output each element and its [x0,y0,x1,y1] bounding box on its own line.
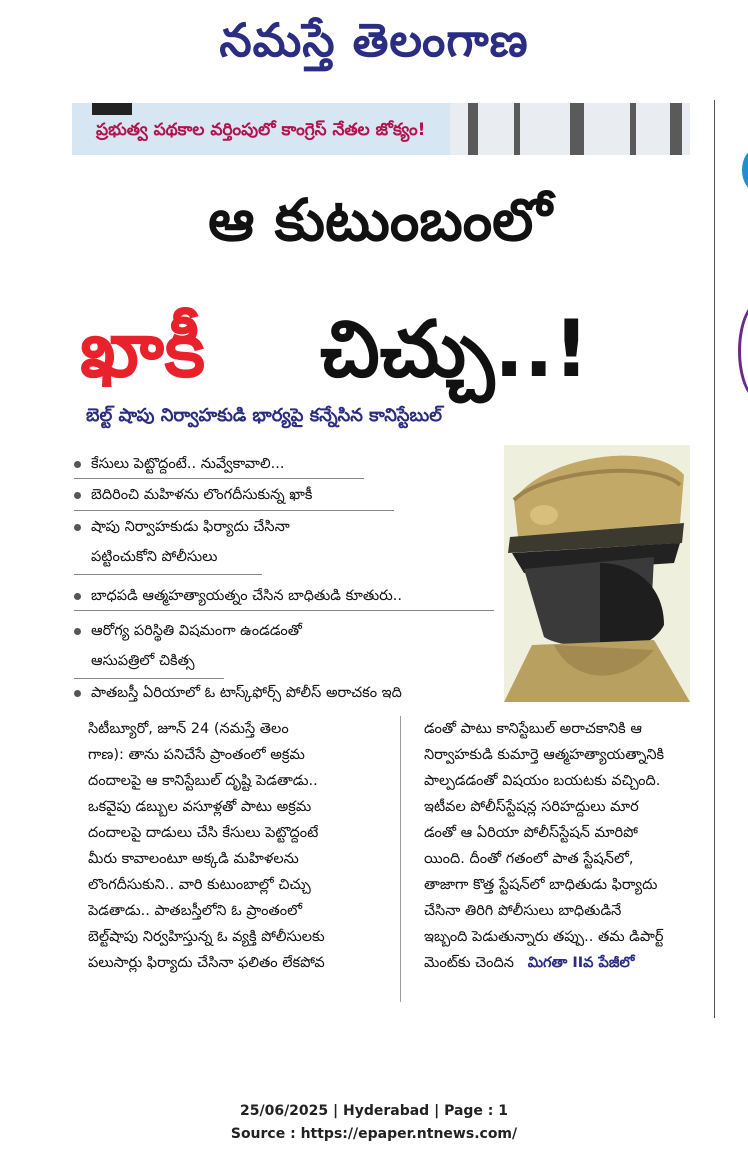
bullet-rule [74,610,494,611]
subheadline: బెల్ట్ షాపు నిర్వాహకుడి భార్యపై కన్నేసిన కానిస్టేబుల్ [86,405,442,426]
continued-on-page-link[interactable]: మిగతా IIవ పేజీలో [527,955,635,971]
teaser-headline: ప్రభుత్వ పథకాల వర్తింపులో కాంగ్రెస్ నేతల జోక్యం! [96,120,426,140]
bullet-item: కేసులు పెట్టొద్దంటే.. నువ్వేకావాలి... [74,453,284,475]
teaser-building-photo [450,103,690,155]
bullet-dot-icon [74,461,81,468]
bullet-item: బాధపడి ఆత్మహత్యాయత్నం చేసిన బాధితుడి కూతురు.. [74,585,402,607]
bullet-rule [74,678,224,679]
bullet-item: ఆరోగ్య పరిస్థితి విషమంగా ఉండడంతో [74,620,302,642]
article-body-column-1: సిటీబ్యూరో, జూన్ 24 (నమస్తే తెలం గాణ): తాను పనిచేసే ప్రాంతంలో అక్రమ దందాలపై ఆ కానిస్టేబుల్ దృష్టి పెడతాడు.. ఒకవైపు డబ్బుల వసూళ్లతో పాటు అక్రమ దందాలపై దాడులు చేసి కేసులు పెట్టొద్దంటే మీరు కావాలంటూ అక్కడి మహిళలను లొంగదీసుకుని.. వారి కుటుంబాల్లో చిచ్చు పెడతాడు.. పాతబస్తీలోని ఓ ప్రాంతంలో బెల్ట్‌షాపు నిర్వహిస్తున్న ఓ వ్యక్తి పోలీసులకు పలుసార్లు ఫిర్యాదు చేసినా ఫలితం లేకపోవ [88,721,325,971]
footer-source[interactable]: Source : https://epaper.ntnews.com/ [230,1126,518,1142]
bullet-rule [74,478,364,479]
bullet-item-continuation: పట్టించుకోని పోలీసులు [91,549,218,565]
headline-line-1: ఆ కుటుంబంలో [208,186,552,254]
teaser-image-fragment [92,103,132,115]
bullet-dot-icon [74,524,81,531]
bullet-dot-icon [74,492,81,499]
headline-black-word: చిచ్చు..! [320,305,590,395]
police-cap-icon [504,445,690,702]
column-divider [400,716,401,1002]
headline-red-word: ఖాకీ [80,305,206,395]
newspaper-masthead: నమస్తే తెలంగాణ [219,13,529,67]
bullet-item: బెదిరించి మహిళను లొంగదీసుకున్న ఖాకీ [74,484,312,506]
bullet-dot-icon [74,628,81,635]
adjacent-graphic-purple [738,300,748,402]
bullet-dot-icon [74,690,81,697]
bullet-item: పాతబస్తీ ఏరియాలో ఓ టాస్క్‌ఫోర్స్ పోలీస్ అరాచకం ఇది [74,682,402,704]
article-body-column-2: డంతో పాటు కానిస్టేబుల్ అరాచకానికి ఆ నిర్వాహకుడి కుమార్తె ఆత్మహత్యాయత్నానికి పాల్పడడంతో విషయం బయటకు వచ్చింది. ఇటీవల పోలీస్‌స్టేషన్ల సరిహద్దులు మార డంతో ఆ ఏరియా పోలీస్‌స్టేషన్ మారిపో యింది. దీంతో గతంలో పాత స్టేషన్‌లో, తాజాగా కొత్త స్టేషన్‌లో బాధితుడు ఫిర్యాదు చేసినా తిరిగి పోలీసులు బాధితుడినే ఇబ్బంది పెడుతున్నారు తప్పు.. తమ డిపార్ట్ మెంట్‌కు చెందిన మిగతా IIవ పేజీలో [424,721,665,971]
bullet-dot-icon [74,593,81,600]
police-officer-illustration [504,445,690,702]
bullet-rule [74,574,262,575]
footer-date-page: 25/06/2025 | Hyderabad | Page : 1 [239,1103,509,1119]
bullet-item: షాపు నిర్వాహకుడు ఫిర్యాదు చేసినా [74,516,290,538]
bullet-rule [74,510,394,511]
bullet-item-continuation: ఆసుపత్రిలో చికిత్స [91,653,195,669]
